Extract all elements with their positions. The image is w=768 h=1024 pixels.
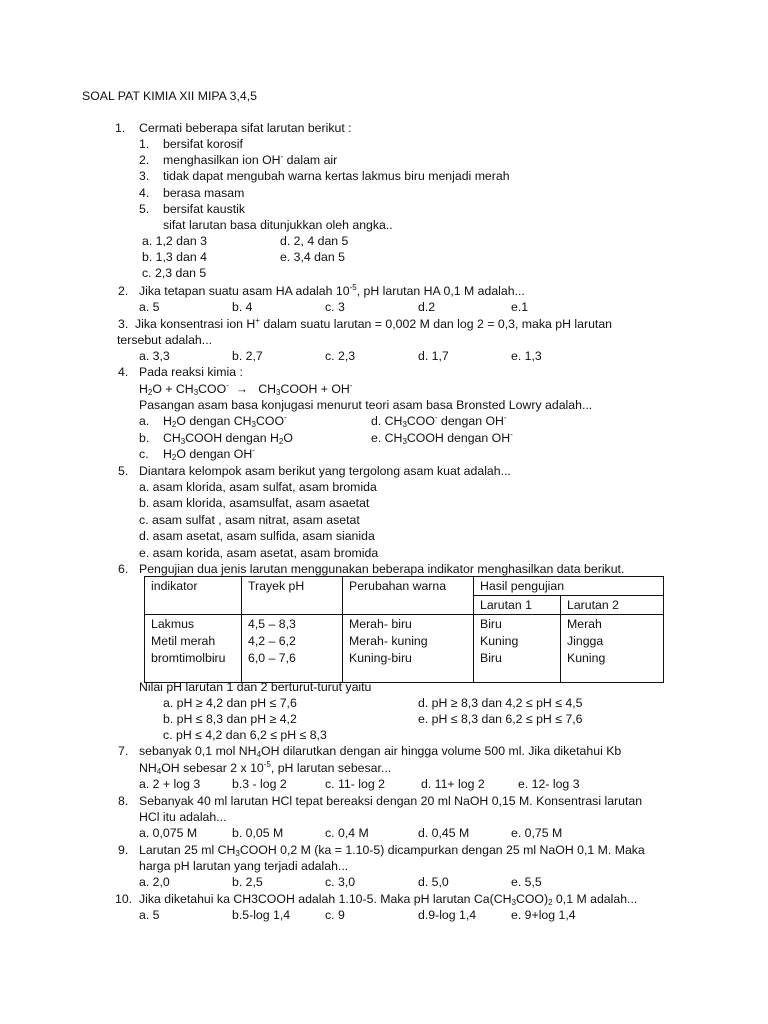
q6-number: 6.	[118, 562, 129, 576]
q7-stem: sebanyak 0,1 mol $NH_4OH$ dilarutkan dengan air hingga volume 500 ml. Jika diketahui Kb	[139, 744, 622, 759]
table-cell-value: Merah- biru	[349, 617, 412, 631]
q8-stem: Sebanyak 40 ml larutan HCl tepat bereaksi dengan 20 ml NaOH 0,15 M. Konsentrasi larutan	[139, 794, 643, 808]
table-cell	[474, 615, 561, 683]
q4-option-a: $H_2O$ dengan $CH_3COO^-$	[163, 413, 287, 429]
q1-item: berasa masam	[163, 186, 245, 200]
table-header: Trayek pH	[242, 577, 343, 615]
q3-number: 3.	[118, 317, 129, 331]
arrow-icon: →	[235, 382, 248, 396]
q3-stem: Jika konsentrasi ion H+ dalam suatu larutan = 0,002 M dan log 2 = 0,3, maka pH larutan	[135, 316, 613, 331]
q8-option-a: a. 0,075 M	[139, 826, 198, 840]
q8-option-e: e. 0,75 M	[511, 826, 563, 840]
q7-option-c: c. 11- log 2	[325, 777, 385, 791]
q4-reaction: $H_2O + CH_3COO^-$ → $CH_3COOH + OH^-$	[139, 381, 353, 397]
q9-option-d: d. 5,0	[418, 875, 449, 889]
q1-item-number: 5.	[139, 202, 150, 216]
q1-option-c: c. 2,3 dan 5	[142, 266, 207, 280]
q1-stem: Cermati beberapa sifat larutan berikut :	[139, 121, 352, 135]
q5-number: 5.	[118, 464, 129, 478]
q5-option: e. asam korida, asam asetat, asam bromida	[139, 546, 379, 560]
q7-option-a: a. 2 + log 3	[139, 777, 201, 791]
q4-option-b: $CH_3COOH$ dengan $H_2O$	[163, 431, 293, 446]
table-cell-value: Metil merah	[151, 634, 216, 648]
q4-option-letter: a.	[139, 414, 150, 428]
q1-question: sifat larutan basa ditunjukkan oleh angka..	[163, 218, 393, 232]
q10-stem: Jika diketahui ka CH3COOH adalah 1.10-5. Maka pH larutan $Ca(CH_3COO)_2$ 0,1 M adalah...	[139, 892, 638, 907]
q5-option: d. asam asetat, asam sulfida, asam sianida	[139, 529, 375, 543]
q7-stem-continued: $NH_4OH$ sebesar 2 x $10^{-5}$, pH larutan sebesar...	[139, 760, 392, 776]
q4-option-letter: b.	[139, 431, 150, 445]
table-cell-value: 4,2 – 6,2	[248, 634, 296, 648]
q9-stem: Larutan 25 ml $CH_3COOH$ 0,2 M (ka = 1.10-5) dicampurkan dengan 25 ml NaOH 0,1 M. Maka	[139, 843, 645, 858]
q10-option-d: d.9-log 1,4	[418, 908, 477, 922]
q3-option-b: b. 2,7	[232, 349, 263, 363]
q4-option-e: e. $CH_3COOH$ dengan OH-	[371, 430, 513, 446]
q4-stem: Pada reaksi kimia :	[139, 365, 243, 379]
q10-option-a: a. 5	[139, 908, 160, 922]
q10-option-c: c. 9	[325, 908, 345, 922]
q10-option-b: b.5-log 1,4	[232, 908, 291, 922]
table-header: Larutan 2	[561, 596, 664, 615]
q1-item: bersifat kaustik	[163, 202, 246, 216]
q2-option-b: b. 4	[232, 300, 253, 314]
q1-option-e: e. 3,4 dan 5	[280, 250, 345, 264]
q9-option-e: e. 5,5	[511, 875, 542, 889]
q8-option-b: b. 0,05 M	[232, 826, 284, 840]
q9-stem-continued: harga pH larutan yang terjadi adalah...	[139, 859, 349, 873]
q6-option-a: a. pH ≥ 4,2 dan pH ≤ 7,6	[163, 696, 297, 710]
q2-option-e: e.1	[511, 300, 529, 314]
table-cell-value: Kuning	[480, 634, 519, 648]
table-cell-value: 6,0 – 7,6	[248, 651, 296, 665]
table-cell-value: Biru	[480, 617, 502, 631]
table-cell-value: Merah	[567, 617, 602, 631]
table-header: indikator	[145, 577, 242, 615]
page-title: SOAL PAT KIMIA XII MIPA 3,4,5	[82, 89, 257, 103]
q7-option-d: d. 11+ log 2	[421, 777, 485, 791]
q2-option-d: d.2	[418, 300, 436, 314]
table-header: Larutan 1	[474, 596, 561, 615]
q3-option-a: a. 3,3	[139, 349, 170, 363]
q9-option-b: b. 2,5	[232, 875, 263, 889]
q10-number: 10.	[115, 892, 133, 906]
q3-stem-continued: tersebut adalah...	[117, 333, 213, 347]
table-cell-value: Merah- kuning	[349, 634, 428, 648]
q5-option: a. asam klorida, asam sulfat, asam bromida	[139, 480, 377, 494]
q7-option-e: e. 12- log 3	[518, 777, 580, 791]
table-header: Hasil pengujian	[474, 577, 664, 596]
q9-option-a: a. 2,0	[139, 875, 170, 889]
q4-number: 4.	[118, 365, 129, 379]
q1-option-d: d. 2, 4 dan 5	[280, 234, 349, 248]
q6-stem: Pengujian dua jenis larutan menggunakan beberapa indikator menghasilkan data berikut.	[139, 562, 625, 576]
table-cell-value: Biru	[480, 651, 502, 665]
q6-option-b: b. pH ≤ 8,3 dan pH ≥ 4,2	[163, 712, 297, 726]
table-cell	[343, 615, 474, 683]
q4-question: Pasangan asam basa konjugasi menurut teori asam basa Bronsted Lowry adalah...	[139, 398, 593, 412]
q7-option-b: b.3 - log 2	[232, 777, 287, 791]
q4-option-c: $H_2O$ dengan OH-	[163, 446, 255, 462]
q8-option-d: d. 0,45 M	[418, 826, 470, 840]
q10-option-e: e. 9+log 1,4	[511, 908, 576, 922]
q9-number: 9.	[118, 843, 129, 857]
q6-option-d: d. pH ≥ 8,3 dan 4,2 ≤ pH ≤ 4,5	[418, 696, 583, 710]
q1-item-number: 2.	[139, 153, 150, 167]
q8-option-c: c. 0,4 M	[325, 826, 369, 840]
indicator-table	[144, 576, 664, 683]
table-header: Perubahan warna	[343, 577, 474, 615]
table-cell	[145, 615, 242, 683]
q5-stem: Diantara kelompok asam berikut yang tergolong asam kuat adalah...	[139, 464, 511, 478]
q2-stem: Jika tetapan suatu asam HA adalah $10^{-5}$, pH larutan HA 0,1 M adalah...	[139, 283, 525, 298]
q6-option-c: c. pH ≤ 4,2 dan 6,2 ≤ pH ≤ 8,3	[163, 728, 327, 742]
q4-option-letter: c.	[139, 447, 149, 461]
q7-number: 7.	[118, 744, 129, 758]
table-cell-value: 4,5 – 8,3	[248, 617, 296, 631]
q1-item: menghasilkan ion OH- dalam air	[163, 152, 338, 167]
q1-item-number: 1.	[139, 137, 150, 151]
table-cell-value: Kuning-biru	[349, 651, 412, 665]
q2-option-c: c. 3	[325, 300, 345, 314]
table-cell-value: Kuning	[567, 651, 606, 665]
q4-option-d: d. $CH_3COO^-$ dengan OH-	[371, 413, 507, 429]
q1-item: tidak dapat mengubah warna kertas lakmus biru menjadi merah	[163, 169, 510, 183]
q2-option-a: a. 5	[139, 300, 160, 314]
q6-question: Nilai pH larutan 1 dan 2 berturut-turut yaitu	[139, 680, 372, 694]
q5-option: c. asam sulfat , asam nitrat, asam asetat	[139, 513, 360, 527]
table-cell-value: Jingga	[567, 634, 604, 648]
q1-number: 1.	[115, 121, 126, 135]
table-cell	[242, 615, 343, 683]
q6-option-e: e. pH ≤ 8,3 dan 6,2 ≤ pH ≤ 7,6	[418, 712, 583, 726]
q3-option-e: e. 1,3	[511, 349, 542, 363]
table-cell-value: Lakmus	[151, 617, 195, 631]
q2-number: 2.	[118, 284, 129, 298]
q3-option-d: d. 1,7	[418, 349, 449, 363]
q1-item: bersifat korosif	[163, 137, 243, 151]
q8-number: 8.	[118, 794, 129, 808]
q1-option-b: b. 1,3 dan 4	[142, 250, 207, 264]
q9-option-c: c. 3,0	[325, 875, 356, 889]
q1-item-number: 4.	[139, 186, 150, 200]
q5-option: b. asam klorida, asamsulfat, asam asaetat	[139, 496, 370, 510]
q1-option-a: a. 1,2 dan 3	[142, 234, 207, 248]
q8-stem-continued: HCl itu adalah...	[139, 810, 227, 824]
q3-option-c: c. 2,3	[325, 349, 356, 363]
table-cell	[561, 615, 664, 683]
q1-item-number: 3.	[139, 169, 150, 183]
table-cell-value: bromtimolbiru	[151, 651, 226, 665]
